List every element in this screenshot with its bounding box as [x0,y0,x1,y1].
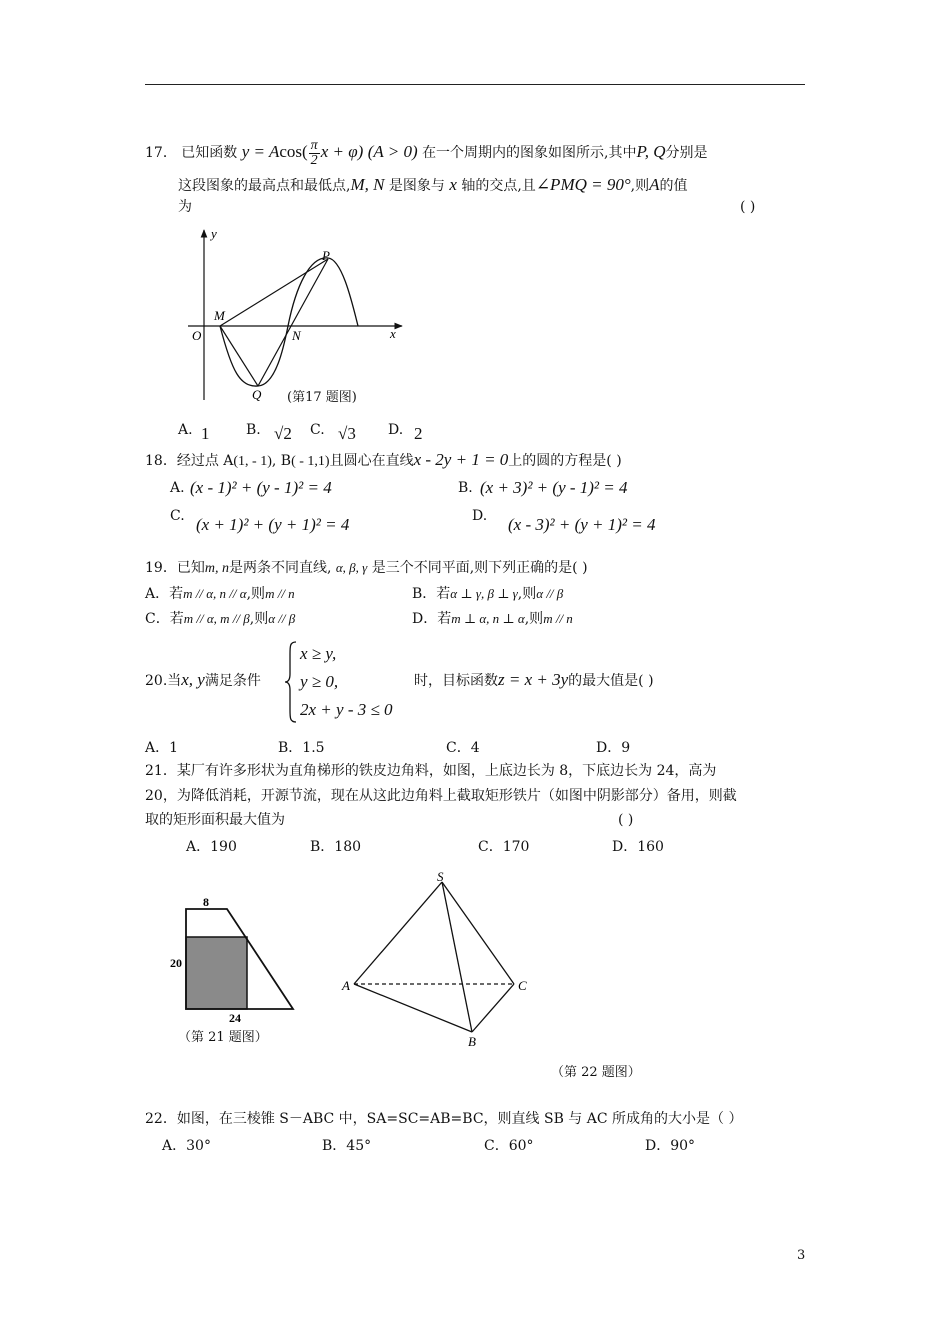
q17-option-a-label: A. [178,422,193,438]
q18-option-b-label: B. [458,480,473,496]
q22-option-label: B． [322,1138,347,1154]
q17-option-d-label: D. [388,422,404,438]
q17-fraction [309,139,320,168]
q20-stem-left [145,668,261,693]
q18-text: 上的圆的方程是( ) [508,453,622,469]
q21-line1: 21．某厂有许多形状为直角梯形的铁皮边角料，如图，上底边长为 8，下底边长为 24，高为 [145,763,717,779]
shaded-rectangle [186,937,247,1009]
q17-number: 17． [145,145,177,161]
q19-option-cond: m ⊥ α, n ⊥ α [451,611,525,626]
q17-line3: 为 [178,199,192,215]
q19-option-d [412,609,573,629]
q19-option-b [412,584,563,604]
q17-text: 这段图象的最高点和最低点, [178,178,351,194]
q20-constraint-3: 2x + y - 3 ≤ 0 [300,700,393,719]
edge-sb [442,882,472,1032]
q20-option-value: 4 [470,740,480,756]
q17-text: 在一个周期内的图象如图所示,其中 [422,145,637,161]
q17-option-c-label: C. [310,422,325,438]
q17-pq: P, Q [636,142,666,161]
q19-option-result: α // β [536,586,564,601]
q19-option-text: 若 [169,611,184,627]
q17-caption: (第17 题图) [287,390,357,405]
q18-option-a-label: A. [170,480,185,496]
q18-option-d-label: D. [472,508,488,524]
q19-option-label: D． [412,611,438,627]
q22-option-value: 30° [186,1138,211,1154]
label-n: N [292,328,301,343]
q22-option-label: A． [162,1138,187,1154]
q19-option-result: m // n [265,586,295,601]
q21-option-label: A． [186,839,211,855]
q17-x: x [449,175,457,194]
q19-option-text: 若 [169,586,184,602]
label-o: O [192,328,202,343]
page-number: 3 [797,1248,806,1263]
q22-option-a [162,1135,211,1155]
q19-option-text: ,则 [524,611,544,627]
q22-option-value: 60° [508,1138,534,1154]
q21-answer-paren: ( ) [618,812,634,828]
q17-func-y: y = A [241,142,280,161]
q18-text: 经过点 A [176,453,234,469]
q20-constraint-1: x ≥ y, [300,644,337,663]
q17-text: ,则 [630,178,650,194]
q22-line1: 22．如图，在三棱锥 S－ABC 中，SA=SC=AB=BC，则直线 SB 与 AC 所成角的大小是（ ） [145,1111,743,1127]
q19-text: 是两条不同直线, [228,560,332,576]
q20-option-label: C． [446,740,471,756]
q19-option-text: 若 [437,611,452,627]
q17-frac-num: π [310,137,318,153]
q19-option-c [145,609,295,629]
q20-option-value: 1.5 [302,740,325,756]
q22-option-b [322,1135,371,1155]
q18-option-a-value: (x - 1)² + (y - 1)² = 4 [190,478,332,497]
q20-option-c [446,737,480,757]
q21-option-value: 180 [334,839,362,855]
q20-option-label: B． [278,740,303,756]
q19-option-a [145,584,295,604]
q19-option-text: 若 [436,586,451,602]
q21-option-d [612,836,664,856]
q22-pyramid-figure [338,866,538,1052]
q17-a: A [649,175,660,194]
label-q: Q [252,387,262,402]
q18-option-c-label: C. [170,508,185,524]
q19-option-result: m // n [543,611,573,626]
q18-text: 且圆心在直线 [329,453,414,469]
q21-option-label: B． [310,839,335,855]
q18-option-c-value: (x + 1)² + (y + 1)² = 4 [196,515,350,534]
q17-mn: M, N [350,175,385,194]
q22-option-c [484,1135,534,1155]
q21-option-b [310,836,361,856]
q20-text: 当 [167,673,182,689]
q19-option-cond: α ⊥ γ, β ⊥ γ [450,586,518,601]
q21-option-a [186,836,237,856]
q18-stem [145,448,622,474]
q21-option-value: 160 [637,839,664,855]
q22-option-label: D． [645,1138,671,1154]
q21-option-label: D． [612,839,638,855]
label-x: x [390,326,396,341]
q21-option-value: 190 [210,839,237,855]
q19-option-text: ,则 [249,611,269,627]
q20-option-value: 9 [621,740,631,756]
q20-objective: z = x + 3y [498,670,569,689]
q18-number: 18． [145,453,177,469]
q22-option-value: 45° [346,1138,372,1154]
q17-line2 [178,172,688,198]
q17-option-d-value: 2 [414,424,423,443]
q20-option-d [596,737,630,757]
label-height: 20 [170,956,182,970]
q19-option-label: C． [145,611,170,627]
edge-ab [354,984,472,1032]
q20-text: 时，目标函数 [414,673,498,689]
q19-text: 是三个不同平面,则下列正确的是( ) [371,560,588,576]
q17-text: 的值 [659,178,688,194]
q21-trapezoid-figure [165,892,305,1024]
label-a: A [342,978,350,993]
q21-option-label: C． [478,839,503,855]
q20-text: 的最大值是( ) [568,673,654,689]
q21-line2: 20，为降低消耗，开源节流，现在从这此边角料上截取矩形铁片（如图中阴影部分）备用，则截 [145,788,737,804]
q17-option-b-value: √2 [274,424,292,443]
q19-option-text: ,则 [246,586,266,602]
header-rule [145,84,805,85]
q20-option-label: D． [596,740,622,756]
q20-option-value: 1 [169,740,179,756]
label-c: C [518,978,527,993]
q17-option-c-value: √3 [338,424,356,443]
label-y: y [211,226,217,241]
q17-text: 已知函数 [181,145,238,161]
cosine-curve [220,258,358,386]
q21-option-c [478,836,529,856]
q18-point-b: ( - 1,1) [291,454,330,469]
q19-option-result: α // β [268,611,296,626]
label-b: B [468,1034,476,1049]
q17-angle: ∠PMQ = 90° [535,175,631,194]
q22-caption: （第 22 题图） [551,1065,641,1080]
q17-text: 轴的交点,且 [461,178,536,194]
q17-line1 [145,137,708,167]
q20-constraint-2: y ≥ 0, [300,672,339,691]
q17-frac-den: 2 [310,152,318,168]
q21-option-value: 170 [502,839,530,855]
q17-graph [180,222,420,408]
q20-text: 满足条件 [204,673,261,689]
q17-option-b-label: B. [246,422,261,438]
q17-func-tail: x + φ) [320,142,364,161]
q19-stem [145,557,588,580]
edge-sa [354,882,442,984]
q18-option-b-value: (x + 3)² + (y - 1)² = 4 [480,478,628,497]
q22-option-d [645,1135,695,1155]
q20-option-label: A． [145,740,170,756]
q20-brace [284,640,298,724]
q18-line-eq: x - 2y + 1 = 0 [413,450,509,469]
q19-option-cond: m // α, m // β [183,611,250,626]
q17-text: 是图象与 [388,178,445,194]
segment-mp [220,259,328,326]
q20-number: 20. [145,673,168,689]
q20-stem-right [414,668,654,693]
label-s: S [437,869,444,884]
q19-option-cond: m // α, n // α [183,586,247,601]
q21-line3: 取的矩形面积最大值为 [145,812,285,828]
edge-bc [472,984,514,1032]
q17-option-a-value: 1 [201,424,210,443]
label-top-base: 8 [203,895,209,909]
q22-option-value: 90° [670,1138,696,1154]
q20-option-b [278,737,325,757]
label-p: P [322,248,330,263]
q17-text: 分别是 [665,145,708,161]
q19-number: 19． [145,560,177,576]
q19-planes: α, β, γ [335,560,368,575]
q21-caption: （第 21 题图） [178,1030,268,1045]
q19-mn: m, n [204,561,229,576]
q17-func-cos: cos( [279,142,308,161]
segment-qp [258,259,328,386]
label-m: M [214,308,225,323]
q19-option-label: B． [412,586,437,602]
q17-answer-paren: ( ) [740,199,756,215]
q20-option-a [145,737,178,757]
q19-text: 已知 [176,560,205,576]
q18-text: , B [271,453,292,469]
q19-option-label: A． [145,586,170,602]
q18-option-d-value: (x - 3)² + (y + 1)² = 4 [508,515,656,534]
q18-point-a: (1, - 1) [233,454,272,469]
label-bottom-base: 24 [229,1011,241,1024]
q20-xy: x, y [181,670,205,689]
q19-option-text: ,则 [517,586,537,602]
q17-condition: (A > 0) [367,142,418,161]
q22-option-label: C． [484,1138,509,1154]
